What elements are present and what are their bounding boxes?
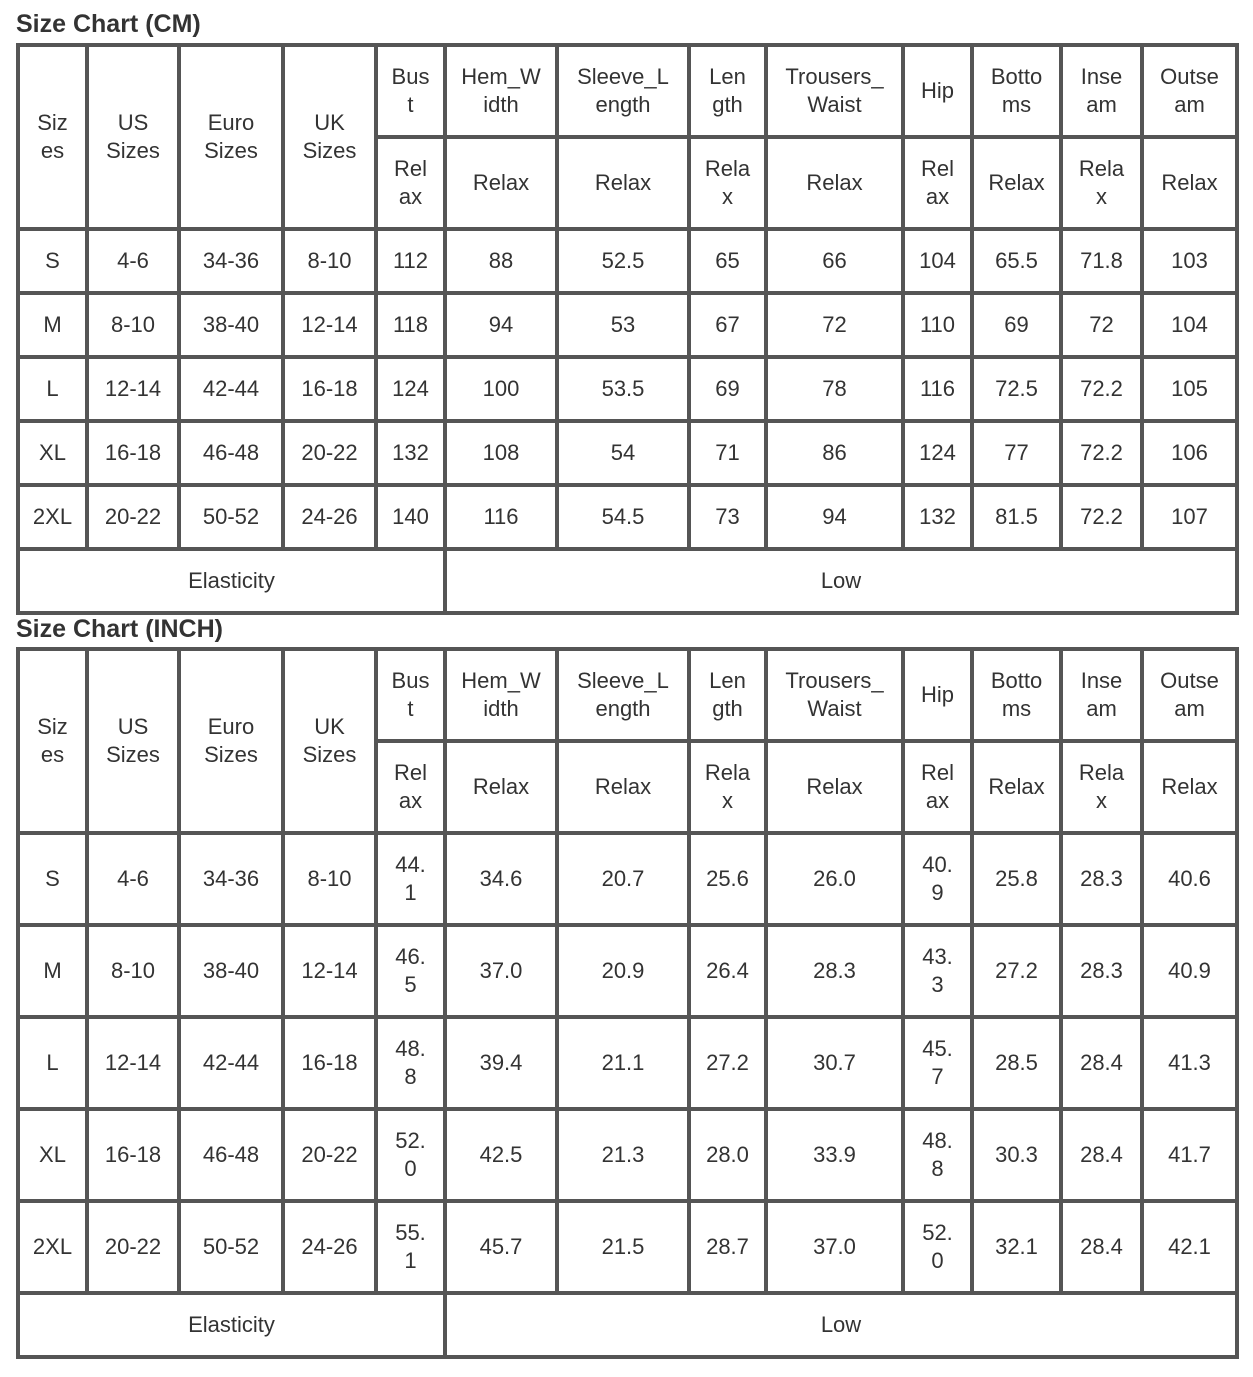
cell-sleeve-length: 52.5 (557, 229, 689, 293)
fit-bust: Rel ax (376, 137, 445, 229)
elasticity-value: Low (445, 549, 1237, 613)
cell-hem-width: 45.7 (445, 1201, 557, 1293)
cell-bust: 52. 0 (376, 1109, 445, 1201)
cell-hip: 116 (903, 357, 972, 421)
cell-bust: 48. 8 (376, 1017, 445, 1109)
cell-hem-width: 108 (445, 421, 557, 485)
cell-hip: 132 (903, 485, 972, 549)
cell-hem-width: 116 (445, 485, 557, 549)
cell-euro-size: 34-36 (179, 229, 283, 293)
header-trousers-waist: Trousers_ Waist (766, 45, 903, 137)
cell-inseam: 71.8 (1061, 229, 1142, 293)
cell-euro-size: 46-48 (179, 1109, 283, 1201)
cell-bust: 140 (376, 485, 445, 549)
header-inseam: Inse am (1061, 649, 1142, 741)
cell-hem-width: 100 (445, 357, 557, 421)
cell-bust: 112 (376, 229, 445, 293)
cell-hem-width: 42.5 (445, 1109, 557, 1201)
fit-length: Rela x (689, 137, 766, 229)
cell-euro-size: 50-52 (179, 485, 283, 549)
table-row (18, 833, 1237, 925)
table-row (18, 293, 1237, 357)
header-uk-sizes: UK Sizes (283, 45, 376, 229)
cell-trousers-waist: 28.3 (766, 925, 903, 1017)
cell-length: 73 (689, 485, 766, 549)
footer-row (18, 549, 1237, 613)
cell-size: L (18, 1017, 87, 1109)
cell-us-size: 12-14 (87, 1017, 179, 1109)
cell-inseam: 28.3 (1061, 833, 1142, 925)
elasticity-label: Elasticity (18, 1293, 445, 1357)
cell-trousers-waist: 94 (766, 485, 903, 549)
header-outseam: Outse am (1142, 45, 1237, 137)
cell-bottoms: 32.1 (972, 1201, 1061, 1293)
cell-trousers-waist: 33.9 (766, 1109, 903, 1201)
cell-inseam: 72.2 (1061, 357, 1142, 421)
table-row (18, 229, 1237, 293)
cell-euro-size: 34-36 (179, 833, 283, 925)
table-row (18, 1201, 1237, 1293)
cell-hip: 124 (903, 421, 972, 485)
cell-size: XL (18, 421, 87, 485)
cell-us-size: 12-14 (87, 357, 179, 421)
fit-hip: Rel ax (903, 137, 972, 229)
cell-hip: 43. 3 (903, 925, 972, 1017)
cell-inseam: 28.4 (1061, 1201, 1142, 1293)
footer-row (18, 1293, 1237, 1357)
cell-bust: 132 (376, 421, 445, 485)
cell-size: S (18, 229, 87, 293)
fit-inseam: Rela x (1061, 741, 1142, 833)
size-chart-inch-title: Size Chart (INCH) (16, 615, 223, 643)
size-chart-cm-table (16, 43, 1239, 615)
cell-hem-width: 94 (445, 293, 557, 357)
cell-bottoms: 72.5 (972, 357, 1061, 421)
cell-length: 67 (689, 293, 766, 357)
cell-outseam: 40.9 (1142, 925, 1237, 1017)
cell-outseam: 103 (1142, 229, 1237, 293)
header-row-measures (18, 45, 1237, 137)
header-sizes: Siz es (18, 45, 87, 229)
cell-uk-size: 20-22 (283, 421, 376, 485)
size-chart-cm-title: Size Chart (CM) (16, 10, 201, 38)
cell-uk-size: 16-18 (283, 1017, 376, 1109)
cell-sleeve-length: 53.5 (557, 357, 689, 421)
cell-inseam: 28.4 (1061, 1109, 1142, 1201)
header-sleeve-length: Sleeve_L ength (557, 649, 689, 741)
cell-us-size: 4-6 (87, 833, 179, 925)
size-chart-inch-table (16, 647, 1239, 1359)
elasticity-value: Low (445, 1293, 1237, 1357)
cell-sleeve-length: 21.1 (557, 1017, 689, 1109)
cell-outseam: 41.3 (1142, 1017, 1237, 1109)
cell-inseam: 72.2 (1061, 421, 1142, 485)
table-row (18, 357, 1237, 421)
fit-outseam: Relax (1142, 137, 1237, 229)
cell-outseam: 106 (1142, 421, 1237, 485)
header-inseam: Inse am (1061, 45, 1142, 137)
header-sizes: Siz es (18, 649, 87, 833)
header-hem-width: Hem_W idth (445, 649, 557, 741)
table-row (18, 1109, 1237, 1201)
cell-outseam: 107 (1142, 485, 1237, 549)
cell-uk-size: 24-26 (283, 1201, 376, 1293)
cell-outseam: 42.1 (1142, 1201, 1237, 1293)
cell-bottoms: 65.5 (972, 229, 1061, 293)
cell-bottoms: 27.2 (972, 925, 1061, 1017)
header-uk-sizes: UK Sizes (283, 649, 376, 833)
cell-hip: 48. 8 (903, 1109, 972, 1201)
cell-bottoms: 69 (972, 293, 1061, 357)
cell-uk-size: 20-22 (283, 1109, 376, 1201)
elasticity-label: Elasticity (18, 549, 445, 613)
cell-size: 2XL (18, 485, 87, 549)
cell-sleeve-length: 54.5 (557, 485, 689, 549)
fit-bust: Rel ax (376, 741, 445, 833)
cell-bust: 44. 1 (376, 833, 445, 925)
cell-length: 27.2 (689, 1017, 766, 1109)
fit-hip: Rel ax (903, 741, 972, 833)
header-bottoms: Botto ms (972, 649, 1061, 741)
cell-hem-width: 34.6 (445, 833, 557, 925)
cell-trousers-waist: 37.0 (766, 1201, 903, 1293)
fit-trousers-waist: Relax (766, 741, 903, 833)
cell-bust: 55. 1 (376, 1201, 445, 1293)
cell-outseam: 40.6 (1142, 833, 1237, 925)
cell-inseam: 28.4 (1061, 1017, 1142, 1109)
fit-sleeve-length: Relax (557, 741, 689, 833)
cell-bottoms: 81.5 (972, 485, 1061, 549)
cell-euro-size: 46-48 (179, 421, 283, 485)
cell-inseam: 28.3 (1061, 925, 1142, 1017)
fit-bottoms: Relax (972, 741, 1061, 833)
cell-trousers-waist: 30.7 (766, 1017, 903, 1109)
header-length: Len gth (689, 649, 766, 741)
cell-sleeve-length: 21.3 (557, 1109, 689, 1201)
cell-outseam: 41.7 (1142, 1109, 1237, 1201)
cell-bottoms: 30.3 (972, 1109, 1061, 1201)
cell-sleeve-length: 20.9 (557, 925, 689, 1017)
fit-hem-width: Relax (445, 137, 557, 229)
cell-length: 69 (689, 357, 766, 421)
header-bottoms: Botto ms (972, 45, 1061, 137)
cell-hip: 110 (903, 293, 972, 357)
cell-hem-width: 88 (445, 229, 557, 293)
header-outseam: Outse am (1142, 649, 1237, 741)
cell-us-size: 8-10 (87, 925, 179, 1017)
cell-size: M (18, 925, 87, 1017)
cell-uk-size: 24-26 (283, 485, 376, 549)
fit-inseam: Rela x (1061, 137, 1142, 229)
cell-hip: 104 (903, 229, 972, 293)
cell-bottoms: 25.8 (972, 833, 1061, 925)
cell-euro-size: 50-52 (179, 1201, 283, 1293)
cell-trousers-waist: 26.0 (766, 833, 903, 925)
fit-trousers-waist: Relax (766, 137, 903, 229)
header-trousers-waist: Trousers_ Waist (766, 649, 903, 741)
cell-trousers-waist: 78 (766, 357, 903, 421)
header-sleeve-length: Sleeve_L ength (557, 45, 689, 137)
cell-size: 2XL (18, 1201, 87, 1293)
cell-size: L (18, 357, 87, 421)
cell-length: 65 (689, 229, 766, 293)
header-length: Len gth (689, 45, 766, 137)
cell-length: 28.7 (689, 1201, 766, 1293)
cell-bust: 124 (376, 357, 445, 421)
cell-inseam: 72.2 (1061, 485, 1142, 549)
cell-sleeve-length: 53 (557, 293, 689, 357)
cell-us-size: 16-18 (87, 421, 179, 485)
cell-uk-size: 16-18 (283, 357, 376, 421)
cell-uk-size: 12-14 (283, 293, 376, 357)
cell-hem-width: 37.0 (445, 925, 557, 1017)
header-row-measures (18, 649, 1237, 741)
cell-us-size: 8-10 (87, 293, 179, 357)
cell-sleeve-length: 20.7 (557, 833, 689, 925)
cell-sleeve-length: 21.5 (557, 1201, 689, 1293)
header-euro-sizes: Euro Sizes (179, 649, 283, 833)
cell-trousers-waist: 72 (766, 293, 903, 357)
cell-euro-size: 42-44 (179, 357, 283, 421)
cell-size: XL (18, 1109, 87, 1201)
cell-size: M (18, 293, 87, 357)
cell-uk-size: 8-10 (283, 229, 376, 293)
table-row (18, 485, 1237, 549)
cell-trousers-waist: 86 (766, 421, 903, 485)
header-hem-width: Hem_W idth (445, 45, 557, 137)
header-euro-sizes: Euro Sizes (179, 45, 283, 229)
table-row (18, 1017, 1237, 1109)
header-bust: Bus t (376, 45, 445, 137)
header-hip: Hip (903, 45, 972, 137)
fit-sleeve-length: Relax (557, 137, 689, 229)
cell-hip: 52. 0 (903, 1201, 972, 1293)
cell-us-size: 16-18 (87, 1109, 179, 1201)
cell-bust: 46. 5 (376, 925, 445, 1017)
fit-length: Rela x (689, 741, 766, 833)
cell-outseam: 105 (1142, 357, 1237, 421)
cell-us-size: 4-6 (87, 229, 179, 293)
cell-us-size: 20-22 (87, 485, 179, 549)
fit-hem-width: Relax (445, 741, 557, 833)
cell-euro-size: 38-40 (179, 293, 283, 357)
fit-bottoms: Relax (972, 137, 1061, 229)
cell-bottoms: 77 (972, 421, 1061, 485)
cell-euro-size: 38-40 (179, 925, 283, 1017)
cell-length: 71 (689, 421, 766, 485)
cell-hem-width: 39.4 (445, 1017, 557, 1109)
cell-bust: 118 (376, 293, 445, 357)
cell-uk-size: 8-10 (283, 833, 376, 925)
header-us-sizes: US Sizes (87, 649, 179, 833)
cell-length: 26.4 (689, 925, 766, 1017)
fit-outseam: Relax (1142, 741, 1237, 833)
cell-inseam: 72 (1061, 293, 1142, 357)
cell-outseam: 104 (1142, 293, 1237, 357)
cell-length: 28.0 (689, 1109, 766, 1201)
table-row (18, 421, 1237, 485)
cell-length: 25.6 (689, 833, 766, 925)
cell-trousers-waist: 66 (766, 229, 903, 293)
cell-euro-size: 42-44 (179, 1017, 283, 1109)
header-hip: Hip (903, 649, 972, 741)
cell-uk-size: 12-14 (283, 925, 376, 1017)
cell-bottoms: 28.5 (972, 1017, 1061, 1109)
cell-size: S (18, 833, 87, 925)
table-row (18, 925, 1237, 1017)
header-us-sizes: US Sizes (87, 45, 179, 229)
cell-sleeve-length: 54 (557, 421, 689, 485)
cell-hip: 45. 7 (903, 1017, 972, 1109)
header-bust: Bus t (376, 649, 445, 741)
cell-us-size: 20-22 (87, 1201, 179, 1293)
cell-hip: 40. 9 (903, 833, 972, 925)
